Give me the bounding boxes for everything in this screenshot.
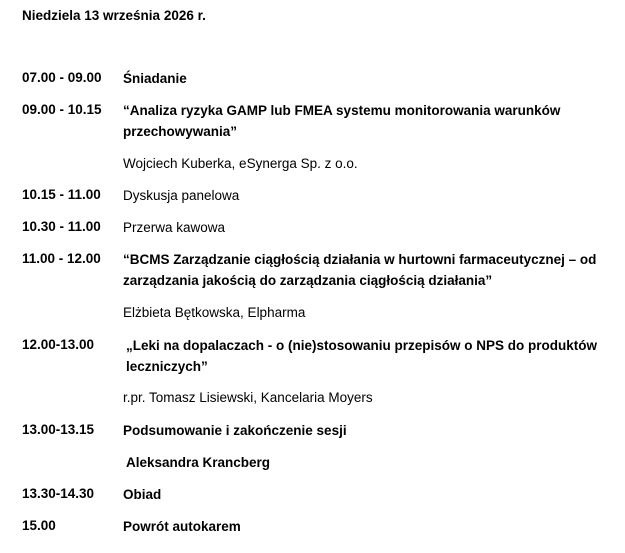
agenda-speaker: Elżbieta Bętkowska, Elpharma xyxy=(123,305,306,320)
agenda-time: 13.30-14.30 xyxy=(22,486,95,501)
agenda-speaker: Wojciech Kuberka, eSynerga Sp. z o.o. xyxy=(123,156,358,171)
agenda-time: 07.00 - 09.00 xyxy=(22,70,102,85)
agenda-item: Obiad xyxy=(123,487,162,502)
day-title: Niedziela 13 września 2026 r. xyxy=(22,8,206,23)
agenda-time: 13.00-13.15 xyxy=(22,422,95,437)
agenda-time: 15.00 xyxy=(22,518,56,533)
agenda-item: Śniadanie xyxy=(123,71,187,86)
agenda-speaker: r.pr. Tomasz Lisiewski, Kancelaria Moyers xyxy=(123,390,373,405)
agenda-item: Dyskusja panelowa xyxy=(123,188,240,203)
agenda-time: 10.30 - 11.00 xyxy=(22,219,101,234)
agenda-item: “Analiza ryzyka GAMP lub FMEA systemu monitorowania warunków przechowywania” xyxy=(123,103,561,139)
agenda-item: Przerwa kawowa xyxy=(123,220,226,235)
agenda-speaker: Aleksandra Krancberg xyxy=(126,455,271,470)
agenda-time: 10.15 - 11.00 xyxy=(22,187,101,202)
agenda-item: “BCMS Zarządzanie ciągłością działania w hurtowni farmaceutycznej – od zarządzania jakością do zarządzania ciągłością działania” xyxy=(123,252,597,288)
agenda-item: „Leki na dopalaczach - o (nie)stosowaniu przepisów o NPS do produktów leczniczych” xyxy=(126,338,598,374)
agenda-item: Podsumowanie i zakończenie sesji xyxy=(123,423,347,438)
agenda-time: 11.00 - 12.00 xyxy=(22,251,101,266)
agenda-item: Powrót autokarem xyxy=(123,519,241,534)
agenda-time: 12.00-13.00 xyxy=(22,337,95,352)
agenda-time: 09.00 - 10.15 xyxy=(22,102,102,117)
